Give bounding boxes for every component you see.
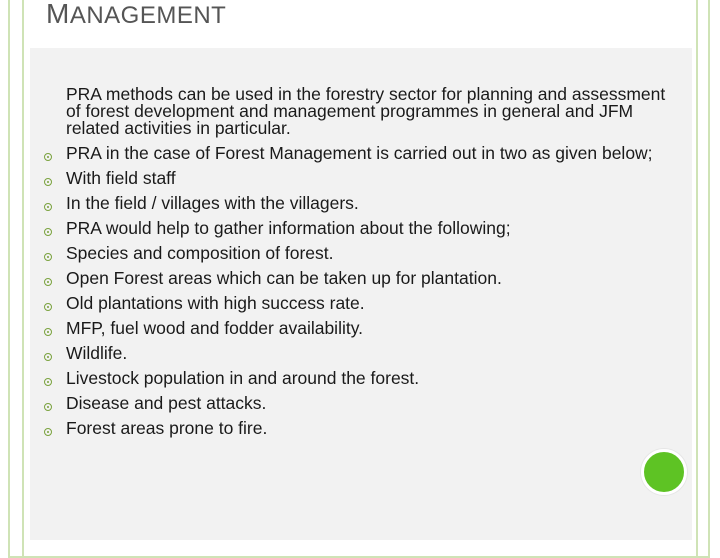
bullet-text: Forest areas prone to fire. <box>66 418 268 438</box>
bullet-item <box>44 420 684 437</box>
ring-bullet-icon <box>44 153 52 161</box>
slide-title <box>46 0 226 30</box>
ring-bullet-icon <box>44 353 52 361</box>
bullet-text: Old plantations with high success rate. <box>66 293 365 313</box>
bullet-text: With field staff <box>66 168 176 188</box>
bullet-item <box>44 270 684 287</box>
bullet-item <box>44 86 684 137</box>
bullet-text: MFP, fuel wood and fodder availability. <box>66 318 364 338</box>
bullet-list <box>44 86 684 445</box>
bullet-text: Livestock population in and around the forest. <box>66 368 420 388</box>
ring-bullet-icon <box>44 428 52 436</box>
bullet-item <box>44 145 684 162</box>
bullet-text: PRA would help to gather information about the following; <box>66 218 511 238</box>
ring-bullet-icon <box>44 253 52 261</box>
bullet-item <box>44 220 684 237</box>
bullet-text: In the field / villages with the villagers. <box>66 193 359 213</box>
bullet-item <box>44 170 684 187</box>
ring-bullet-icon <box>44 303 52 311</box>
bullet-item <box>44 245 684 262</box>
bullet-text: Wildlife. <box>66 343 128 363</box>
green-circle-icon <box>641 449 687 495</box>
bullet-item <box>44 345 684 362</box>
ring-bullet-icon <box>44 228 52 236</box>
bullet-item <box>44 295 684 312</box>
title-rest: ANAGEMENT <box>69 2 227 29</box>
ring-bullet-icon <box>44 403 52 411</box>
bullet-text: PRA in the case of Forest Management is carried out in two as given below; <box>66 143 653 163</box>
bullet-text: Species and composition of forest. <box>66 243 334 263</box>
bullet-item <box>44 320 684 337</box>
ring-bullet-icon <box>44 203 52 211</box>
bullet-text: PRA methods can be used in the forestry sector for planning and assessment of forest development and management programmes in general and JFM related activities in particular. <box>66 84 666 138</box>
bullet-item <box>44 395 684 412</box>
bullet-text: Open Forest areas which can be taken up for plantation. <box>66 268 502 288</box>
ring-bullet-icon <box>44 278 52 286</box>
ring-bullet-icon <box>44 378 52 386</box>
ring-bullet-icon <box>44 178 52 186</box>
bullet-text: Disease and pest attacks. <box>66 393 267 413</box>
ring-bullet-icon <box>44 328 52 336</box>
bullet-item <box>44 195 684 212</box>
title-first-letter: M <box>46 0 70 29</box>
bullet-item <box>44 370 684 387</box>
